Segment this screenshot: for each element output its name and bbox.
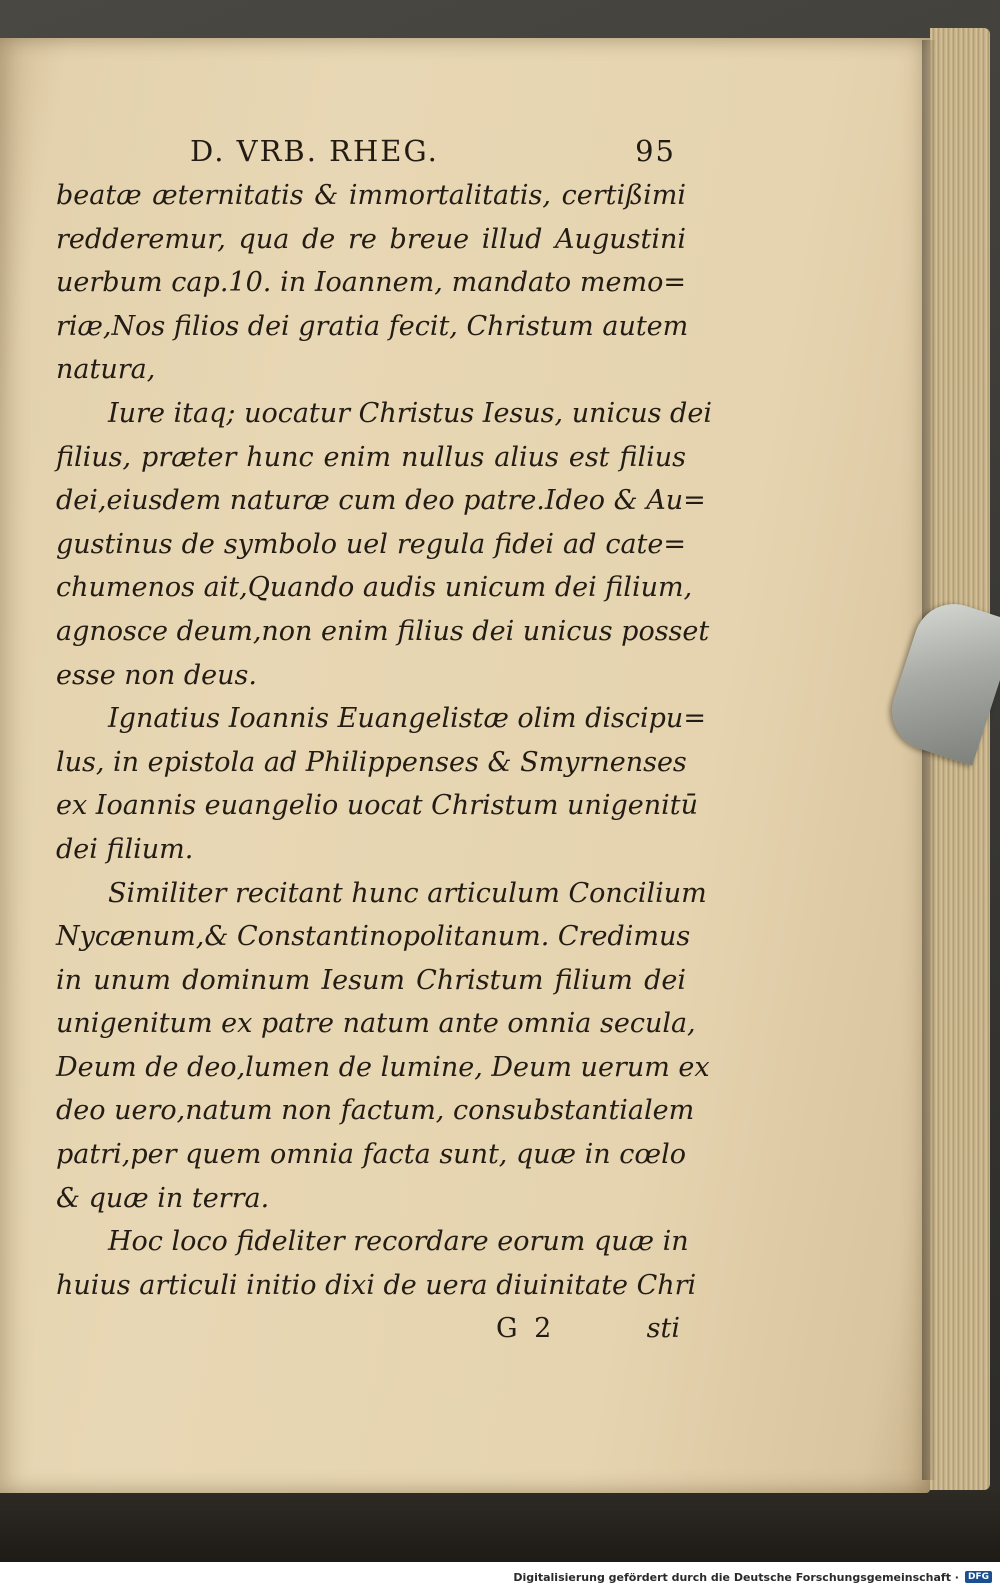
running-head-title: D. VRB. RHEG. [190,134,439,168]
text-line: natura, [56,354,156,386]
text-line: patri,per quem omnia facta sunt, quæ in cœlo [56,1139,686,1171]
text-line: gustinus de symbolo uel regula fidei ad cate= [56,528,686,560]
text-line: deo uero,natum non factum, consubstantialem [56,1095,695,1127]
text-line: uerbum cap.10. in Ioannem, mandato memo= [56,267,686,299]
text-line: in unum dominum Iesum Christum filium dei [56,964,686,996]
running-head [56,130,686,174]
signature-mark: G 2 [496,1313,556,1345]
text-line: filius, præter hunc enim nullus alius est filius [56,441,686,473]
text-line: ex Ioannis euangelio uocat Christum unigenitū [56,790,698,822]
text-line: Deum de deo,lumen de lumine, Deum uerum ex [56,1051,710,1083]
text-line: Nycænum,& Constantinopolitanum. Credimus [56,921,691,953]
text-line: Iure itaq; uocatur Christus Iesus, unicus dei [108,397,712,429]
text-line: & quæ in terra. [56,1182,270,1214]
body-text [56,174,712,1307]
text-line: beatæ æternitatis & immortalitatis, certißimi [56,180,686,211]
text-line: lus, in epistola ad Philippenses & Smyrnenses [56,746,687,778]
dfg-logo-icon: DFG [965,1571,992,1583]
page-text-block [56,130,712,1351]
text-line: chumenos ait,Quando audis unicum dei filium, [56,572,693,604]
text-line: riæ,Nos filios dei gratia fecit, Christum autem [56,310,689,342]
text-line: agnosce deum,non enim filius dei unicus posset [56,615,710,647]
page-number: 95 [635,134,676,168]
text-line: esse non deus. [56,659,257,691]
text-line: dei filium. [56,833,194,865]
text-line: Ignatius Ioannis Euangelistæ olim discipu= [108,703,706,735]
text-line: unigenitum ex patre natum ante omnia secula, [56,1008,696,1040]
credit-bar [0,1562,1000,1592]
text-line: Similiter recitant hunc articulum Concilium [108,877,707,909]
gutter-shadow [922,40,936,1480]
catchword: sti [646,1313,680,1345]
book-cover-bottom-edge [0,1490,1000,1562]
text-line: dei,eiusdem naturæ cum deo patre.Ideo & Au= [56,485,706,517]
text-line: redderemur, qua de re breue illud Augustini [56,223,686,255]
credit-text: Digitalisierung gefördert durch die Deutsche Forschungsgemeinschaft · [513,1570,959,1584]
text-line: Hoc loco fideliter recordare eorum quæ in [108,1226,689,1258]
page-footer [56,1307,686,1351]
text-line: huius articuli initio dixi de uera diuinitate Chri [56,1269,697,1301]
